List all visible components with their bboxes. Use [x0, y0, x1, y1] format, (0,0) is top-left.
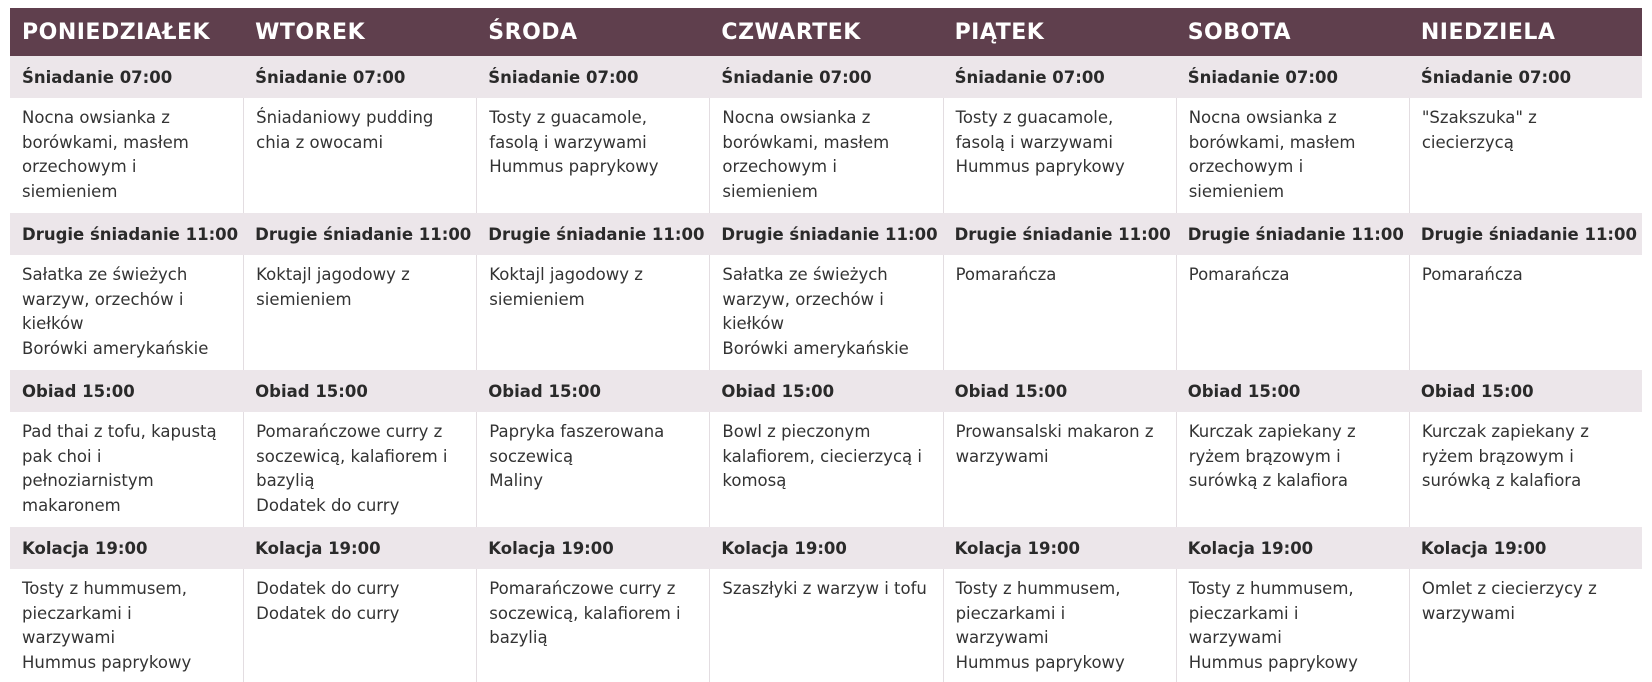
meal-item-line: borówkami, masłem	[1188, 132, 1356, 152]
meal-item-line: borówkami, masłem	[722, 132, 890, 152]
meal-cell-dinner	[476, 569, 709, 682]
meal-item-line: soczewicą, kalafiorem i	[489, 603, 681, 623]
meal-item-line: Tosty z hummusem,	[955, 579, 1121, 598]
meal-cell-dinner	[1409, 569, 1642, 682]
meal-label-second-breakfast: Drugie śniadanie 11:00	[1409, 213, 1642, 255]
meal-item-line: siemieniem	[1188, 181, 1285, 201]
meal-item-line: orzechowym i	[22, 157, 137, 176]
meal-label-lunch: Obiad 15:00	[1176, 370, 1409, 412]
meal-label-dinner: Kolacja 19:00	[1409, 527, 1642, 569]
meal-item-line: pieczarkami i	[1188, 603, 1299, 623]
meal-cell-dinner	[709, 569, 942, 682]
meal-item-line: Tosty z hummusem,	[1188, 579, 1354, 598]
meal-label-dinner: Kolacja 19:00	[476, 527, 709, 569]
meal-item-line: Nocna owsianka z	[722, 108, 871, 127]
meal-item-line: Kurczak zapiekany z	[1421, 422, 1589, 441]
meal-cell-lunch	[243, 412, 476, 527]
meal-cell-dinner	[1176, 569, 1409, 682]
meal-cell-second-breakfast	[476, 255, 709, 370]
meal-cell-lunch	[1176, 412, 1409, 527]
meal-label-lunch: Obiad 15:00	[709, 370, 942, 412]
meal-plan-table	[10, 8, 1642, 682]
meal-item-line: Papryka faszerowana	[489, 422, 665, 441]
day-header-tuesday: WTOREK	[243, 8, 476, 56]
meal-item-line: Hummus paprykowy	[955, 157, 1125, 176]
meal-item-line: warzywami	[955, 446, 1049, 466]
meal-item-line: ryżem brązowym i	[1188, 446, 1341, 466]
meal-label-second-breakfast: Drugie śniadanie 11:00	[476, 213, 709, 255]
meal-label-breakfast: Śniadanie 07:00	[1409, 56, 1642, 98]
meal-item-line: orzechowym i	[1188, 157, 1304, 176]
meal-item-line: Dodatek do curry	[256, 495, 400, 515]
meal-cell-dinner	[943, 569, 1176, 682]
meal-item-line: soczewicą	[489, 446, 574, 466]
meal-item-line: borówkami, masłem	[22, 132, 189, 152]
meal-label-breakfast: Śniadanie 07:00	[709, 56, 942, 98]
meal-cell-breakfast	[476, 98, 709, 213]
meal-item-line: warzyw, orzechów i	[722, 289, 884, 309]
meal-cell-dinner	[10, 569, 243, 682]
meal-cell-second-breakfast	[243, 255, 476, 370]
meal-label-second-breakfast: Drugie śniadanie 11:00	[243, 213, 476, 255]
day-header-monday: PONIEDZIAŁEK	[10, 8, 243, 56]
meal-item-line: Koktajl jagodowy z	[256, 265, 410, 284]
meal-label-breakfast: Śniadanie 07:00	[243, 56, 476, 98]
meal-cell-lunch	[943, 412, 1176, 527]
meal-label-breakfast: Śniadanie 07:00	[10, 56, 243, 98]
meal-item-line: Dodatek do curry	[256, 579, 400, 598]
meal-item-line: Pomarańczowe curry z	[489, 579, 676, 598]
meal-label-dinner: Kolacja 19:00	[709, 527, 942, 569]
meal-cell-breakfast	[943, 98, 1176, 213]
meal-cell-breakfast	[10, 98, 243, 213]
meal-item-line: ryżem brązowym i	[1421, 446, 1574, 466]
meal-cell-lunch	[1409, 412, 1642, 527]
meal-item-line: warzyw, orzechów i	[22, 289, 184, 309]
meal-cell-second-breakfast	[943, 255, 1176, 370]
meal-label-breakfast: Śniadanie 07:00	[476, 56, 709, 98]
meal-item-line: komosą	[722, 471, 787, 490]
meal-item-line: kalafiorem, ciecierzycą i	[722, 446, 922, 466]
meal-item-line: kiełków	[722, 314, 784, 333]
meal-item-line: Pomarańcza	[1421, 265, 1523, 284]
meal-item-line: Hummus paprykowy	[22, 652, 192, 672]
meal-cell-second-breakfast	[1409, 255, 1642, 370]
meal-item-line: Nocna owsianka z	[22, 108, 170, 127]
meal-item-line: Borówki amerykańskie	[22, 338, 209, 358]
meal-item-line: makaronem	[22, 495, 121, 515]
meal-item-line: Szaszłyki z warzyw i tofu	[722, 579, 927, 598]
meal-label-lunch: Obiad 15:00	[1409, 370, 1642, 412]
meal-item-line: Koktajl jagodowy z	[489, 265, 643, 284]
meal-item-line: Tosty z guacamole,	[489, 108, 648, 127]
meal-item-line: siemieniem	[256, 289, 352, 309]
meal-cell-lunch	[476, 412, 709, 527]
meal-item-line: soczewicą, kalafiorem i	[256, 446, 448, 466]
meal-label-dinner: Kolacja 19:00	[943, 527, 1176, 569]
meal-item-line: fasolą i warzywami	[955, 132, 1114, 152]
meal-item-line: Tosty z guacamole,	[955, 108, 1114, 127]
meal-cell-dinner	[243, 569, 476, 682]
meal-item-line: pieczarkami i	[955, 603, 1066, 623]
meal-item-line: bazylią	[256, 471, 315, 490]
meal-item-line: siemieniem	[489, 289, 585, 309]
meal-item-line: pak choi i	[22, 446, 102, 466]
meal-cell-second-breakfast	[709, 255, 942, 370]
meal-cell-lunch	[10, 412, 243, 527]
meal-item-line: pełnoziarnistym	[22, 471, 154, 490]
meal-label-lunch: Obiad 15:00	[476, 370, 709, 412]
meal-cell-breakfast	[243, 98, 476, 213]
meal-label-dinner: Kolacja 19:00	[1176, 527, 1409, 569]
meal-label-second-breakfast: Drugie śniadanie 11:00	[709, 213, 942, 255]
meal-item-line: bazylią	[489, 628, 548, 647]
day-header-wednesday: ŚRODA	[476, 8, 709, 56]
meal-item-line: Borówki amerykańskie	[722, 338, 909, 358]
meal-label-dinner: Kolacja 19:00	[243, 527, 476, 569]
meal-item-line: warzywami	[22, 628, 116, 647]
meal-cell-breakfast	[709, 98, 942, 213]
meal-item-line: Maliny	[489, 471, 544, 490]
meal-item-line: Hummus paprykowy	[955, 652, 1125, 672]
meal-cell-second-breakfast	[10, 255, 243, 370]
meal-item-line: warzywami	[1421, 603, 1515, 623]
meal-item-line: siemieniem	[22, 181, 118, 201]
meal-item-line: Kurczak zapiekany z	[1188, 422, 1356, 441]
meal-item-line: Sałatka ze świeżych	[22, 265, 188, 284]
meal-item-line: fasolą i warzywami	[489, 132, 647, 152]
meal-item-line: siemieniem	[722, 181, 818, 201]
meal-label-breakfast: Śniadanie 07:00	[1176, 56, 1409, 98]
meal-cell-breakfast	[1409, 98, 1642, 213]
meal-item-line: Hummus paprykowy	[489, 157, 659, 176]
meal-item-line: Śniadaniowy pudding	[256, 108, 434, 127]
meal-item-line: Pad thai z tofu, kapustą	[22, 422, 217, 441]
meal-cell-breakfast	[1176, 98, 1409, 213]
meal-item-line: Sałatka ze świeżych	[722, 265, 888, 284]
meal-label-breakfast: Śniadanie 07:00	[943, 56, 1176, 98]
meal-item-line: Pomarańcza	[955, 265, 1057, 284]
meal-item-line: Tosty z hummusem,	[22, 579, 187, 598]
meal-item-line: Pomarańcza	[1188, 265, 1290, 284]
meal-item-line: Omlet z ciecierzycy z	[1421, 579, 1597, 598]
meal-label-dinner: Kolacja 19:00	[10, 527, 243, 569]
meal-item-line: Nocna owsianka z	[1188, 108, 1337, 127]
meal-item-line: orzechowym i	[722, 157, 837, 176]
day-header-friday: PIĄTEK	[943, 8, 1176, 56]
meal-label-lunch: Obiad 15:00	[943, 370, 1176, 412]
meal-cell-second-breakfast	[1176, 255, 1409, 370]
meal-item-line: Hummus paprykowy	[1188, 652, 1358, 672]
meal-item-line: surówką z kalafiora	[1421, 471, 1582, 490]
meal-label-second-breakfast: Drugie śniadanie 11:00	[1176, 213, 1409, 255]
meal-item-line: kiełków	[22, 314, 84, 333]
meal-item-line: Dodatek do curry	[256, 603, 400, 623]
meal-item-line: warzywami	[955, 628, 1049, 647]
meal-item-line: Pomarańczowe curry z	[256, 422, 443, 441]
day-header-thursday: CZWARTEK	[709, 8, 942, 56]
meal-item-line: warzywami	[1188, 628, 1282, 647]
meal-label-second-breakfast: Drugie śniadanie 11:00	[10, 213, 243, 255]
meal-label-second-breakfast: Drugie śniadanie 11:00	[943, 213, 1176, 255]
meal-cell-lunch	[709, 412, 942, 527]
meal-label-lunch: Obiad 15:00	[243, 370, 476, 412]
meal-label-lunch: Obiad 15:00	[10, 370, 243, 412]
day-header-sunday: NIEDZIELA	[1409, 8, 1642, 56]
meal-item-line: ciecierzycą	[1421, 132, 1514, 152]
meal-item-line: Prowansalski makaron z	[955, 422, 1154, 441]
day-header-saturday: SOBOTA	[1176, 8, 1409, 56]
meal-item-line: surówką z kalafiora	[1188, 471, 1349, 490]
meal-item-line: chia z owocami	[256, 132, 384, 152]
meal-item-line: pieczarkami i	[22, 603, 132, 623]
meal-item-line: Bowl z pieczonym	[722, 422, 871, 441]
meal-item-line: "Szakszuka" z	[1421, 108, 1537, 127]
